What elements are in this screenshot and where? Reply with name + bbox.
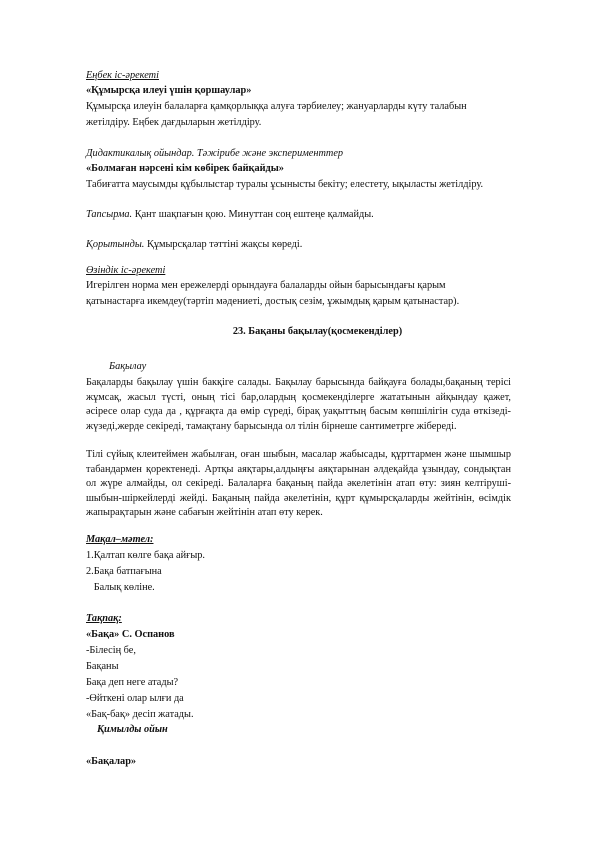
proverb-line-3: Балық көліне. bbox=[86, 582, 155, 593]
rhyme-line-2: Бақаны bbox=[86, 661, 119, 672]
conclusion-text: Құмырсқалар тәттіні жақсы көреді. bbox=[144, 239, 303, 250]
conclusion-label: Қорытынды. bbox=[86, 239, 145, 250]
rhyme-line-1: -Білесің бе, bbox=[86, 645, 136, 656]
didactic-title: «Болмаған нәрсені кім көбірек байқайды» bbox=[86, 163, 284, 174]
independent-text-line-1: Игерілген норма мен ережелерді орындауға балаларды ойын барысындағы қарым bbox=[86, 280, 446, 291]
labour-title: «Құмырсқа илеуі үшін қоршаулар» bbox=[86, 85, 252, 96]
rhyme-line-5: «Бақ-бақ» десіп жатады. bbox=[86, 709, 194, 720]
rhyme-title: «Бақа» С. Оспанов bbox=[86, 629, 175, 640]
conclusion-line bbox=[86, 238, 302, 253]
section-heading-didactic: Дидактикалық ойындар. Тәжірибе және эксперименттер bbox=[86, 148, 344, 159]
observation-paragraph-1: Бақаларды бақылау үшін бакқіге салады. Бақылау барысында байқауға болады,бақаның терісі жұмсақ, жасыл түсті, оның тісі бар,олардың қосмекенділерге жататынын айқындау қажет, әсіресе олар суда да , құрғақта да өмір сүреді, бірақ уақыттың басым көпшілігін суда өткізеді- жүзеді,жерде секіреді, тамақтану барысында ол тілін бірнеше сантиметрге жібереді. bbox=[86, 377, 511, 432]
observation-paragraph-2: Тілі сүйық клеитеймен жабылған, оған шыбын, масалар жабысады, құрттармен және шымшыр табандармен қоректенеді. Артқы аяқтары,алдыңғы аяқтарынан әлдеқайда ұзындау, сондықтан ол жүре алмайды, ол секіреді. Балаларға бақаның пайда әкелетінін атап өту: зиян келтіруші- шыбын-шіркейлерді жейді. Бақаның пайда әкелетінін, құрт құмырсқаларды жейтінін, өсімдік жапырақтарын және сабағын жейтінін атап өту керек. bbox=[86, 449, 511, 518]
independent-text-line-2: қатынастарға икемдеу(тәртіп мәдениеті, достық сезім, ұжымдық қарым қатынастар). bbox=[86, 296, 460, 307]
labour-text-line-2: жетілдіру. Еңбек дағдыларын жетілдіру. bbox=[86, 117, 262, 128]
proverb-line-1: 1.Қалтап көлге бақа айғыр. bbox=[86, 550, 205, 561]
active-game-heading: Қимылды ойын bbox=[97, 724, 168, 735]
section-heading-labour: Еңбек іс-әрекеті bbox=[86, 70, 159, 81]
rhyme-heading: Тақпақ: bbox=[86, 613, 122, 624]
section-heading-independent: Өзіндік іс-әрекеті bbox=[86, 265, 166, 276]
proverbs-heading: Мақал–мәтел: bbox=[86, 534, 154, 545]
proverb-line-2: 2.Бақа батпағына bbox=[86, 566, 162, 577]
labour-text-line-1: Құмырсқа илеуін балаларға қамқорлыққа алуға тәрбиелеу; жануарларды күту талабын bbox=[86, 101, 467, 112]
task-label: Тапсырма. bbox=[86, 209, 133, 220]
rhyme-line-3: Бақа деп неге атады? bbox=[86, 677, 179, 688]
lesson-title: 23. Бақаны бақылау(қосмекенділер) bbox=[232, 326, 403, 337]
observation-heading: Бақылау bbox=[109, 361, 147, 372]
rhyme-line-4: -Өйткені олар ылғи да bbox=[86, 693, 184, 704]
task-text: Қант шақпағын қою. Минуттан соң ештеңе қалмайды. bbox=[132, 209, 374, 220]
task-line bbox=[86, 208, 374, 223]
game-title: «Бақалар» bbox=[86, 756, 137, 767]
didactic-text: Табиғатта маусымды құбылыстар туралы ұсынысты бекіту; елестету, ықыласты жетілдіру. bbox=[86, 179, 484, 190]
